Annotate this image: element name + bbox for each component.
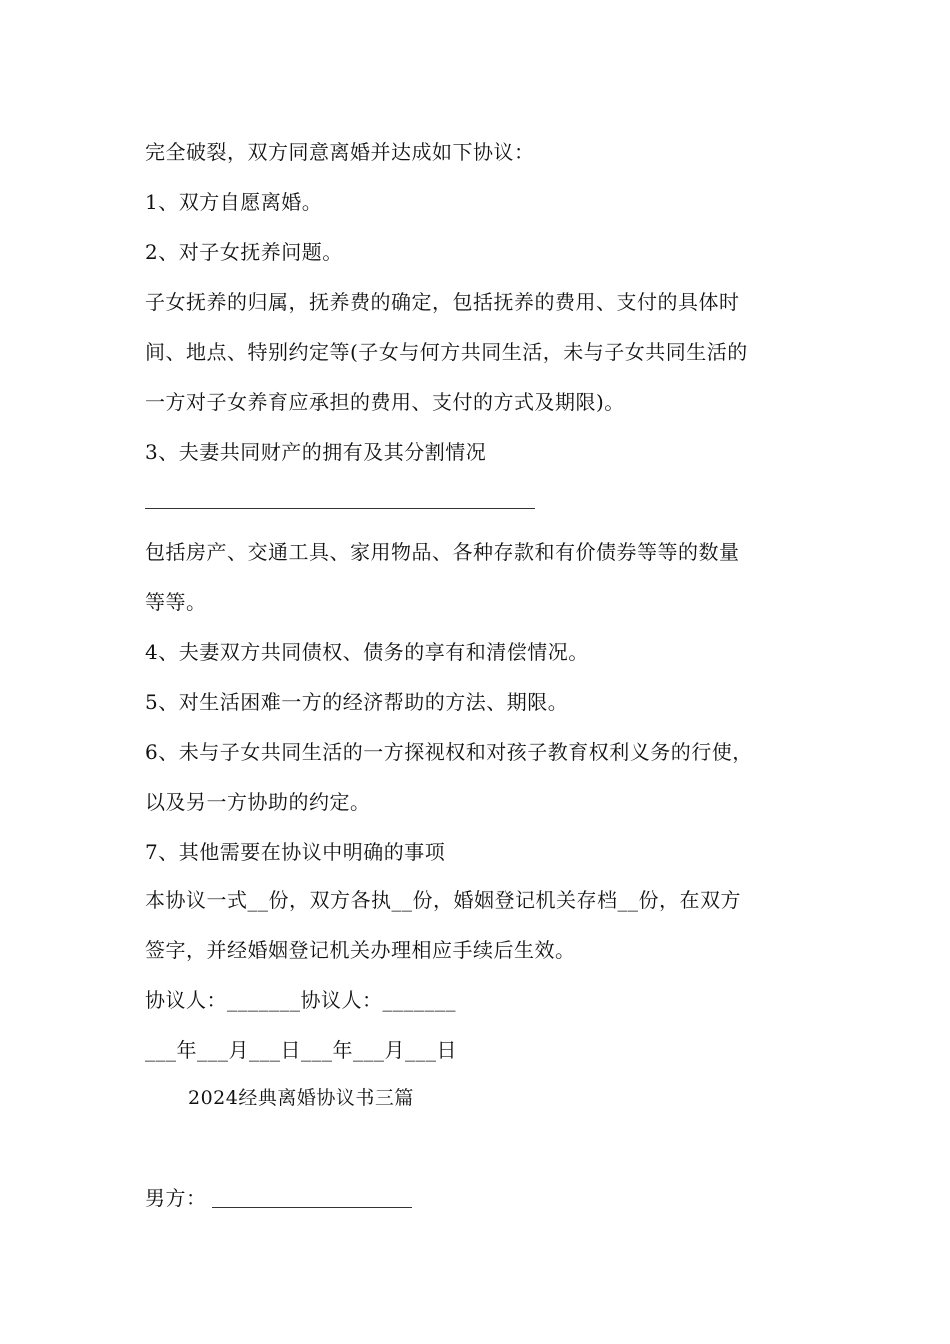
paragraph-line: 包括房产、交通工具、家用物品、各种存款和有价债券等等的数量 [145, 540, 740, 564]
paragraph-line: 等等。 [145, 590, 207, 614]
paragraph-line: 一方对子女养育应承担的费用、支付的方式及期限)。 [145, 390, 625, 414]
paragraph-line: 完全破裂，双方同意离婚并达成如下协议： [145, 140, 535, 164]
signature-line: 协议人：_______协议人：_______ [145, 988, 456, 1012]
clause-4: 4、夫妻双方共同债权、债务的享有和清偿情况。 [145, 640, 589, 664]
clause-7: 7、其他需要在协议中明确的事项 [145, 840, 446, 864]
paragraph-line: 本协议一式__份，双方各执__份，婚姻登记机关存档__份，在双方 [145, 888, 741, 912]
clause-3: 3、夫妻共同财产的拥有及其分割情况 [145, 440, 487, 464]
clause-1: 1、双方自愿离婚。 [145, 190, 323, 214]
paragraph-line: 签字，并经婚姻登记机关办理相应手续后生效。 [145, 938, 576, 962]
blank-underline [145, 508, 535, 509]
paragraph-line: 间、地点、特别约定等(子女与何方共同生活，未与子女共同生活的 [145, 340, 748, 364]
paragraph-line: 以及另一方协助的约定。 [145, 790, 371, 814]
clause-6: 6、未与子女共同生活的一方探视权和对孩子教育权利义务的行使， [145, 740, 753, 764]
section-title: 2024经典离婚协议书三篇 [188, 1087, 414, 1109]
clause-5: 5、对生活困难一方的经济帮助的方法、期限。 [145, 690, 569, 714]
date-line: ___年___月___日___年___月___日 [145, 1038, 457, 1062]
paragraph-line: 子女抚养的归属，抚养费的确定，包括抚养的费用、支付的具体时 [145, 290, 740, 314]
clause-2: 2、对子女抚养问题。 [145, 240, 343, 264]
male-party-underline [212, 1207, 412, 1208]
male-party-label: 男方： [145, 1186, 207, 1210]
